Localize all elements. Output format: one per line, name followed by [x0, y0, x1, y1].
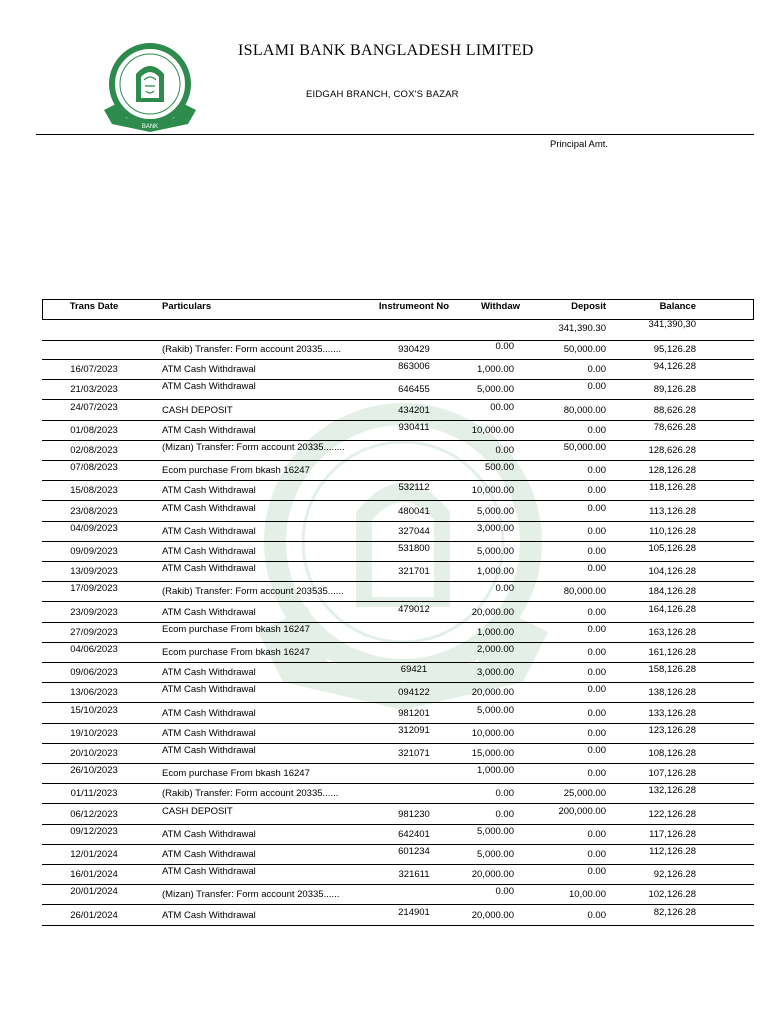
table-row [42, 340, 754, 360]
deposit-cell: 0.00 [587, 623, 606, 635]
trans-date-cell: 13/06/2023 [70, 687, 118, 699]
table-row [42, 724, 754, 744]
balance-cell: 184,126.28 [648, 586, 696, 598]
trans-date-cell: 09/12/2023 [70, 825, 118, 837]
deposit-cell: 0.00 [587, 727, 606, 739]
table-row [42, 360, 754, 380]
table-row [42, 401, 754, 421]
withdraw-cell: 500.00 [484, 462, 514, 474]
trans-date-cell: 09/06/2023 [70, 667, 118, 679]
deposit-cell: 0.00 [587, 866, 606, 878]
instrument-no-cell: 531800 [398, 543, 430, 554]
balance-cell: 138,126.28 [648, 687, 696, 699]
deposit-cell: 50,000.00 [563, 442, 606, 453]
table-row [42, 562, 754, 582]
balance-cell: 123,126.28 [648, 724, 696, 736]
deposit-cell: 50,000.00 [563, 344, 606, 355]
trans-date-cell: 01/08/2023 [70, 424, 118, 436]
withdraw-cell: 5,000.00 [477, 546, 514, 557]
table-row [42, 663, 754, 683]
trans-date-cell: 06/12/2023 [70, 808, 118, 820]
withdraw-cell: 15,000.00 [471, 748, 514, 759]
opening-balance: 341,390,30 [648, 319, 696, 330]
balance-cell: 158,126.28 [648, 664, 696, 676]
particulars-cell: (Mizan) Transfer: Form account 20335...... [162, 889, 340, 901]
table-row [42, 683, 754, 703]
deposit-cell: 0.00 [587, 647, 606, 658]
instrument-no-cell: 321071 [398, 748, 430, 759]
particulars-cell: ATM Cash Withdrawal [162, 849, 256, 860]
withdraw-cell: 5,000.00 [477, 384, 514, 396]
trans-date-cell: 16/01/2024 [70, 869, 118, 881]
table-row [42, 582, 754, 602]
instrument-no-cell: 642401 [398, 828, 430, 840]
withdraw-cell: 1,000.00 [477, 626, 514, 638]
table-row [42, 906, 754, 926]
withdraw-cell: 5,000.00 [477, 825, 514, 837]
withdraw-cell: 10,000.00 [471, 424, 514, 436]
withdraw-cell: 0.00 [495, 445, 514, 456]
deposit-cell: 0.00 [587, 364, 606, 376]
deposit-cell: 0.00 [587, 849, 606, 860]
trans-date-cell: 20/10/2023 [70, 748, 118, 759]
instrument-no-cell: 930411 [398, 421, 430, 433]
particulars-cell: ATM Cash Withdrawal [162, 909, 256, 921]
instrument-no-cell: 327044 [398, 525, 430, 537]
particulars-cell: ATM Cash Withdrawal [162, 684, 256, 696]
instrument-no-cell: 863006 [398, 361, 430, 373]
particulars-cell: Ecom purchase From bkash 16247 [162, 647, 310, 658]
trans-date-cell: 07/08/2023 [70, 462, 118, 474]
deposit-cell: 0.00 [587, 768, 606, 780]
branch-name: EIDGAH BRANCH, COX'S BAZAR [306, 89, 459, 100]
table-row [42, 502, 754, 522]
deposit-cell: 200,000.00 [558, 805, 606, 817]
balance-cell: 117,126.28 [649, 828, 696, 840]
trans-date-cell: 09/09/2023 [70, 546, 118, 557]
balance-cell: 107,126.28 [648, 768, 696, 780]
balance-cell: 132,126.28 [648, 785, 696, 797]
bank-name: ISLAMI BANK BANGLADESH LIMITED [238, 42, 534, 59]
trans-date-cell: 17/09/2023 [70, 583, 118, 595]
deposit-cell: 0.00 [587, 684, 606, 696]
deposit-cell: 0.00 [587, 707, 606, 719]
particulars-cell: ATM Cash Withdrawal [162, 828, 256, 840]
balance-cell: 82,126.28 [653, 906, 696, 918]
instrument-no-cell: 479012 [398, 603, 430, 615]
header-instrument-no: Instrumeont No [378, 301, 450, 312]
table-row [42, 805, 754, 825]
instrument-no-cell: 601234 [398, 846, 430, 857]
balance-cell: 113,126.28 [649, 505, 696, 517]
table-row [42, 845, 754, 865]
withdraw-cell: 0.00 [495, 583, 514, 595]
balance-cell: 118,126.28 [649, 482, 696, 494]
withdraw-cell: 10,000.00 [471, 727, 514, 739]
particulars-cell: ATM Cash Withdrawal [162, 563, 256, 575]
table-row [42, 623, 754, 643]
deposit-cell: 80,000.00 [563, 404, 606, 416]
instrument-no-cell: 434201 [398, 404, 430, 416]
withdraw-cell: 20,000.00 [471, 687, 514, 699]
table-row [42, 764, 754, 784]
table-row [42, 885, 754, 905]
deposit-cell: 0.00 [587, 485, 606, 497]
header-particulars: Particulars [162, 301, 212, 312]
instrument-no-cell: 981201 [398, 707, 430, 719]
trans-date-cell: 01/11/2023 [70, 788, 118, 800]
deposit-cell: 0.00 [587, 828, 606, 840]
balance-cell: 92,126.28 [653, 869, 696, 881]
logo-text: BANK [141, 124, 159, 130]
deposit-cell: 0.00 [587, 525, 606, 537]
deposit-cell: 0.00 [587, 745, 606, 756]
trans-date-cell: 26/10/2023 [70, 765, 118, 777]
withdraw-cell: 00.00 [490, 401, 514, 413]
withdraw-cell: 5,000.00 [477, 704, 514, 716]
particulars-cell: Ecom purchase From bkash 16247 [162, 623, 310, 635]
trans-date-cell: 12/01/2024 [70, 849, 118, 860]
trans-date-cell: 23/09/2023 [70, 606, 118, 618]
balance-cell: 94,126.28 [653, 361, 696, 373]
trans-date-cell: 21/03/2023 [70, 384, 118, 396]
trans-date-cell: 15/08/2023 [70, 485, 118, 497]
balance-cell: 163,126.28 [648, 626, 696, 638]
header-balance: Balance [659, 301, 696, 312]
withdraw-cell: 0.00 [495, 788, 514, 800]
instrument-no-cell: 981230 [398, 808, 430, 820]
table-row [42, 865, 754, 885]
table-row [42, 603, 754, 623]
particulars-cell: ATM Cash Withdrawal [162, 364, 256, 376]
header-divider [36, 134, 754, 135]
balance-cell: 110,126.28 [649, 525, 696, 537]
withdraw-cell: 10,000.00 [471, 485, 514, 497]
particulars-cell: ATM Cash Withdrawal [162, 866, 256, 878]
table-row [42, 784, 754, 804]
instrument-no-cell: 646455 [398, 384, 430, 396]
balance-cell: 89,126.28 [653, 384, 696, 396]
instrument-no-cell: 321611 [398, 869, 430, 881]
deposit-cell: 80,000.00 [563, 586, 606, 598]
row-divider [42, 925, 754, 926]
withdraw-cell: 1,000.00 [477, 765, 514, 777]
balance-cell: 104,126.28 [648, 566, 696, 578]
deposit-cell: 0.00 [587, 502, 606, 514]
withdraw-cell: 0.00 [495, 886, 514, 898]
trans-date-cell: 15/10/2023 [70, 704, 118, 716]
deposit-cell: 0.00 [587, 563, 606, 575]
withdraw-cell: 0.00 [495, 808, 514, 820]
balance-cell: 95,126.28 [653, 344, 696, 355]
trans-date-cell: 24/07/2023 [70, 401, 118, 413]
header-deposit: Deposit [571, 301, 606, 312]
particulars-cell: ATM Cash Withdrawal [162, 525, 256, 537]
trans-date-cell: 19/10/2023 [70, 727, 118, 739]
balance-cell: 133,126.28 [648, 707, 696, 719]
balance-cell: 128,126.28 [648, 465, 696, 477]
instrument-no-cell: 312091 [398, 724, 430, 736]
trans-date-cell: 23/08/2023 [70, 505, 118, 517]
table-row [42, 704, 754, 724]
particulars-cell: (Rakib) Transfer: Form account 20335...... [162, 788, 339, 800]
particulars-cell: CASH DEPOSIT [162, 404, 233, 416]
balance-cell: 164,126.28 [648, 603, 696, 615]
deposit-cell: 0.00 [587, 546, 606, 557]
table-row [42, 643, 754, 663]
particulars-cell: ATM Cash Withdrawal [162, 546, 256, 557]
particulars-cell: Ecom purchase From bkash 16247 [162, 768, 310, 780]
withdraw-cell: 5,000.00 [477, 505, 514, 517]
trans-date-cell: 26/01/2024 [70, 909, 118, 921]
deposit-cell: 25,000.00 [563, 788, 606, 800]
particulars-cell: Ecom purchase From bkash 16247 [162, 465, 310, 477]
balance-cell: 88,626.28 [653, 404, 696, 416]
table-row [42, 441, 754, 461]
deposit-cell: 0.00 [587, 381, 606, 393]
particulars-cell: (Rakib) Transfer: Form account 20335....... [162, 344, 341, 355]
instrument-no-cell: 69421 [400, 664, 428, 676]
particulars-cell: CASH DEPOSIT [162, 805, 233, 817]
table-row [42, 825, 754, 845]
withdraw-cell: 2,000.00 [477, 644, 514, 655]
opening-row [42, 319, 754, 339]
deposit-cell: 0.00 [587, 424, 606, 436]
balance-cell: 108,126.28 [648, 748, 696, 759]
balance-cell: 78,626.28 [653, 421, 696, 433]
trans-date-cell: 27/09/2023 [70, 626, 118, 638]
withdraw-cell: 3,000.00 [477, 667, 514, 679]
trans-date-cell: 02/08/2023 [70, 445, 118, 456]
principal-amount-label: Principal Amt. [550, 139, 609, 150]
table-row [42, 522, 754, 542]
instrument-no-cell: 094122 [398, 687, 430, 699]
particulars-cell: ATM Cash Withdrawal [162, 424, 256, 436]
particulars-cell: ATM Cash Withdrawal [162, 606, 256, 618]
opening-deposit: 341,390.30 [558, 323, 606, 334]
header-trans-date: Trans Date [69, 301, 119, 312]
deposit-cell: 0.00 [587, 606, 606, 618]
withdraw-cell: 20,000.00 [471, 869, 514, 881]
table-row [42, 744, 754, 764]
instrument-no-cell: 214901 [398, 906, 430, 918]
particulars-cell: ATM Cash Withdrawal [162, 381, 256, 393]
trans-date-cell: 13/09/2023 [70, 566, 118, 578]
table-row [42, 421, 754, 441]
withdraw-cell: 1,000.00 [477, 364, 514, 376]
trans-date-cell: 04/09/2023 [70, 522, 118, 534]
balance-cell: 112,126.28 [649, 846, 696, 857]
deposit-cell: 0.00 [587, 667, 606, 679]
balance-cell: 122,126.28 [648, 808, 696, 820]
particulars-cell: (Rakib) Transfer: Form account 203535...... [162, 586, 344, 598]
trans-date-cell: 16/07/2023 [70, 364, 118, 376]
particulars-cell: (Mizan) Transfer: Form account 20335........ [162, 442, 345, 453]
withdraw-cell: 3,000.00 [477, 522, 514, 534]
balance-cell: 128,626.28 [648, 445, 696, 456]
deposit-cell: 0.00 [587, 465, 606, 477]
table-row [42, 542, 754, 562]
instrument-no-cell: 930429 [398, 344, 430, 355]
withdraw-cell: 20,000.00 [471, 606, 514, 618]
instrument-no-cell: 321701 [398, 566, 430, 578]
bank-logo [96, 40, 204, 132]
deposit-cell: 10,00.00 [569, 889, 606, 901]
instrument-no-cell: 480041 [398, 505, 430, 517]
particulars-cell: ATM Cash Withdrawal [162, 485, 256, 497]
withdraw-cell: 1,000.00 [477, 566, 514, 578]
withdraw-cell: 5,000.00 [477, 849, 514, 860]
particulars-cell: ATM Cash Withdrawal [162, 745, 256, 756]
withdraw-cell: 0.00 [495, 341, 514, 352]
particulars-cell: ATM Cash Withdrawal [162, 667, 256, 679]
balance-cell: 161,126.28 [648, 647, 696, 658]
withdraw-cell: 20,000.00 [471, 909, 514, 921]
balance-cell: 102,126.28 [648, 889, 696, 901]
particulars-cell: ATM Cash Withdrawal [162, 502, 256, 514]
balance-cell: 105,126.28 [648, 543, 696, 554]
table-row [42, 481, 754, 501]
table-row [42, 461, 754, 481]
instrument-no-cell: 532112 [398, 482, 430, 494]
header-withdraw: Withdaw [481, 301, 520, 312]
particulars-cell: ATM Cash Withdrawal [162, 727, 256, 739]
particulars-cell: ATM Cash Withdrawal [162, 707, 256, 719]
trans-date-cell: 04/06/2023 [70, 644, 118, 655]
table-row [42, 380, 754, 400]
deposit-cell: 0.00 [587, 909, 606, 921]
trans-date-cell: 20/01/2024 [70, 886, 118, 898]
